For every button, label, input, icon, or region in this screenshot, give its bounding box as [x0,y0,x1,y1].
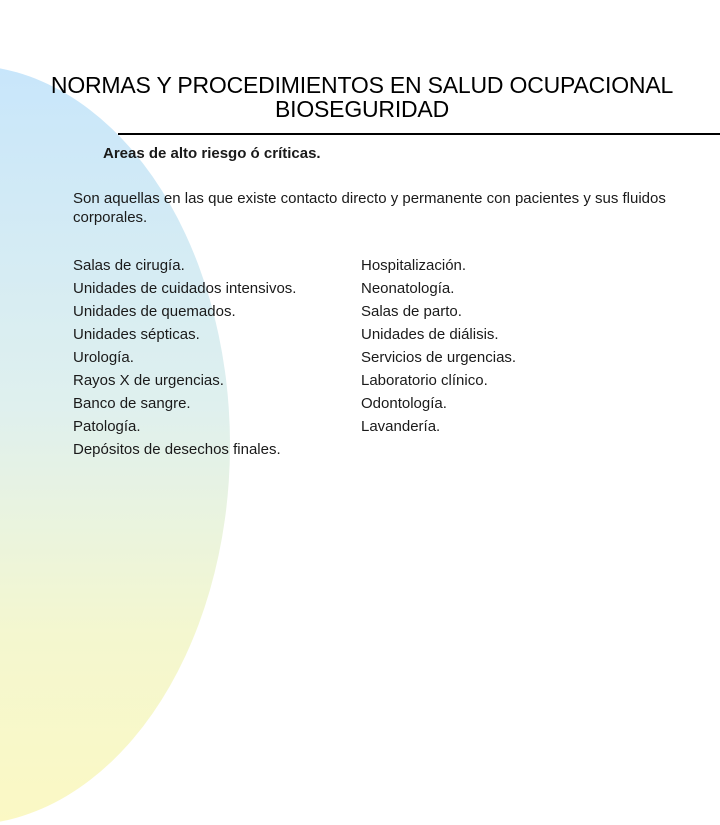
title-line-1: NORMAS Y PROCEDIMIENTOS EN SALUD OCUPACIONAL [50,72,674,98]
list-item: Hospitalización. [361,257,467,274]
list-item: Lavandería. [361,418,441,435]
list-item: Neonatología. [361,280,455,297]
list-item: Salas de cirugía. [73,257,185,274]
list-item: Patología. [73,418,141,435]
list-item: Salas de parto. [361,303,462,320]
list-item: Banco de sangre. [73,395,191,412]
section-heading: Areas de alto riesgo ó críticas. [103,145,321,162]
list-item: Servicios de urgencias. [361,349,517,366]
list-item: Depósitos de desechos finales. [73,441,281,458]
list-item: Odontología. [361,395,447,412]
list-item: Unidades de diálisis. [361,326,499,343]
list-item: Unidades sépticas. [73,326,200,343]
list-item: Unidades de cuidados intensivos. [73,280,297,297]
title-divider [118,133,720,135]
list-item: Rayos X de urgencias. [73,372,224,389]
areas-list-right [361,254,516,438]
list-item: Urología. [73,349,134,366]
list-item: Laboratorio clínico. [361,372,488,389]
areas-list-left [73,254,296,461]
list-item: Unidades de quemados. [73,303,236,320]
title-line-2: BIOSEGURIDAD [275,96,449,122]
slide-title [20,73,704,121]
intro-paragraph: Son aquellas en las que existe contacto directo y permanente con pacientes y sus fluidos corporales. [73,190,666,226]
